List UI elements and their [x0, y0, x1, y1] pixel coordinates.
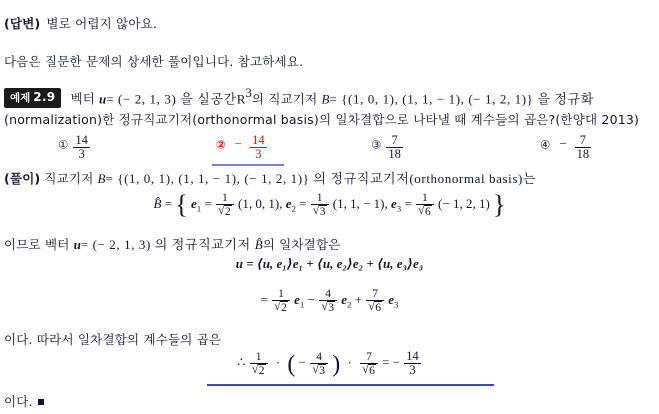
choice-marker-selected: ②	[216, 137, 226, 152]
choice-option-3[interactable]	[371, 134, 404, 161]
e1-vector: (1, 0, 1),	[238, 196, 283, 212]
fraction-denominator: √ 6	[416, 204, 434, 218]
fraction-numerator: 14	[406, 349, 419, 363]
therefore-symbol: ∴	[237, 354, 246, 370]
result-sign: −	[392, 354, 400, 370]
choice-row	[0, 132, 659, 166]
real-space-exponent: 3	[245, 85, 252, 100]
fraction-denominator: √ 6	[366, 300, 384, 314]
solution-line-1-b: = {(1, 0, 1), (1, 1, − 1), (− 1, 2, 1)} 의 정규직교기저(orthonormal basis)는	[105, 171, 537, 186]
fraction-denominator: 18	[576, 147, 590, 162]
choice-fraction	[575, 134, 592, 161]
sqrt-radicand: 2	[258, 364, 265, 377]
choice-fraction	[250, 134, 267, 161]
fraction-numerator: 7	[391, 133, 398, 147]
solution-line-2-b: = (− 2, 1, 3) 의 정규직교기저	[80, 237, 251, 252]
basis-B-symbol: B	[321, 91, 330, 107]
fraction-denominator: 3	[250, 147, 267, 161]
vector-u-symbol: u	[73, 237, 81, 252]
solution-tag: (풀이)	[4, 171, 41, 186]
fraction-numerator: 4	[325, 288, 331, 300]
b-hat-symbol: B̂	[153, 196, 162, 212]
final-factor-3	[360, 351, 378, 377]
e2-subscript: 2	[291, 203, 296, 214]
final-product-equation	[0, 350, 659, 377]
e3-subscript: 3	[394, 299, 399, 310]
fraction-numerator: 4	[316, 350, 322, 363]
e3-subscript: 3	[396, 203, 402, 214]
e1-subscript: 1	[196, 203, 202, 214]
right-paren: )	[332, 351, 341, 378]
example-badge-label: 예제	[10, 92, 31, 105]
sqrt-radicand: 6	[375, 302, 381, 315]
solution-line-2	[4, 234, 341, 254]
multiply-dot: ·	[275, 354, 281, 370]
b-hat-symbol: B̂	[254, 237, 263, 252]
e3-symbol: e	[388, 292, 395, 308]
choice-minus-sign: −	[559, 136, 567, 152]
choice-option-1[interactable]	[58, 134, 91, 161]
sqrt-radicand: 2	[225, 206, 231, 219]
final-equation-underline	[207, 384, 494, 386]
answer-tag: (답변)	[4, 16, 41, 31]
fraction-denominator: 3	[404, 363, 421, 377]
e2-symbol: e	[285, 196, 292, 212]
real-space-symbol: R	[236, 91, 246, 107]
fraction-denominator: √ 2	[272, 300, 290, 314]
coefficient-equation	[0, 288, 659, 314]
basis-B-symbol: B	[97, 171, 106, 186]
sqrt-radicand: 3	[328, 302, 334, 315]
example-line-1-b: = (− 2, 1, 3) 을 실공간	[106, 91, 237, 107]
coefficient-fraction-e2	[311, 192, 329, 218]
equals-sign: =	[164, 196, 172, 212]
fraction-numerator: 1	[255, 350, 262, 363]
choice-minus-sign: −	[234, 136, 243, 152]
example-badge	[4, 88, 61, 108]
equals-sign: =	[204, 196, 212, 212]
fraction-denominator: 3	[73, 147, 90, 161]
e2-vector: (1, 1, − 1),	[332, 196, 388, 212]
solution-line-3: 이다. 따라서 일차결합의 계수들의 곱은	[4, 332, 222, 347]
e1-symbol: e	[294, 292, 300, 308]
equals-sign: =	[299, 196, 307, 212]
solution-line-2-a: 이므로 벡터	[4, 237, 70, 252]
e2-symbol: e	[341, 292, 347, 308]
fraction-numerator: 7	[372, 288, 378, 300]
e3-vector: (− 1, 2, 1)	[438, 196, 490, 212]
fraction-denominator: √ 3	[319, 300, 337, 314]
e1-subscript: 1	[299, 299, 305, 310]
choice-marker: ①	[58, 137, 69, 152]
fraction-numerator: 1	[278, 288, 284, 300]
negative-sign: −	[298, 354, 306, 370]
choice-marker: ③	[371, 137, 382, 152]
end-text: 이다.	[4, 394, 33, 409]
solution-line-1-a: 직교기저	[44, 171, 94, 186]
fraction-numerator: 1	[422, 192, 428, 204]
example-line-2: (normalization)한 정규직교기저(orthonormal basis)의 일차결합으로 나타낼 때 계수들의 곱은?(한양대 2013)	[4, 112, 640, 127]
fraction-denominator: √ 3	[311, 204, 329, 218]
example-badge-number: 2.9	[33, 90, 56, 105]
choice-fraction	[386, 134, 403, 161]
choice-marker: ④	[540, 137, 551, 152]
inner-product-expansion-equation: u = ⟨u, e₁⟩e₁ + ⟨u, e₂⟩e₂ + ⟨u, e₃⟩e₃	[235, 256, 424, 271]
equals-sign: =	[382, 354, 390, 370]
equals-sign: =	[260, 292, 268, 308]
example-line-1-a: 벡터	[70, 91, 96, 107]
answer-text: 별로 어렵지 않아요.	[46, 16, 158, 31]
fraction-numerator: 1	[222, 192, 228, 204]
answer-line	[4, 14, 157, 32]
choice-option-2[interactable]	[216, 134, 268, 161]
final-factor-2	[310, 351, 328, 377]
coefficient-fraction-e1	[216, 192, 234, 218]
solution-line-2-c: 의 일차결합은	[262, 237, 341, 252]
example-line-1	[4, 85, 594, 108]
right-brace: }	[493, 190, 506, 220]
choice-option-4[interactable]	[540, 134, 592, 161]
orthonormal-basis-equation	[0, 192, 659, 218]
end-of-proof-square-icon	[38, 399, 44, 405]
sqrt-radicand: 6	[369, 364, 375, 377]
sqrt-radicand: 6	[425, 206, 431, 219]
choice-fraction	[73, 134, 90, 161]
multiply-dot: ·	[347, 354, 352, 370]
fraction-numerator: 14	[252, 133, 265, 147]
example-line-1-d: = {(1, 0, 1), (1, 1, − 1), (− 1, 2, 1)} 을 정규화	[329, 91, 594, 107]
minus-operator: −	[307, 292, 315, 308]
e1-symbol: e	[190, 196, 197, 212]
fraction-denominator: 18	[388, 147, 401, 162]
fraction-numerator: 7	[579, 133, 587, 147]
fraction-denominator: √ 2	[216, 204, 234, 218]
left-brace: {	[175, 190, 188, 220]
left-paren: (	[287, 351, 296, 378]
coefficient-fraction-e3	[416, 192, 434, 218]
e3-symbol: e	[391, 196, 397, 212]
fraction-numerator: 1	[316, 192, 323, 204]
fraction-denominator: √ 6	[360, 363, 378, 377]
intro-line: 다음은 질문한 문제의 상세한 풀이입니다. 참고하세요.	[4, 54, 304, 69]
equals-sign: =	[404, 196, 412, 212]
e2-subscript: 2	[346, 299, 352, 310]
vector-u-symbol: u	[99, 91, 107, 107]
fraction-denominator: √ 3	[310, 363, 328, 377]
solution-line-1	[4, 168, 536, 188]
solution-end-line	[4, 392, 44, 410]
result-fraction	[404, 350, 421, 377]
term1-fraction	[272, 288, 290, 314]
example-line-1-c: 의 직교기저	[251, 91, 318, 107]
fraction-numerator: 14	[75, 133, 88, 147]
plus-operator: +	[354, 292, 362, 308]
sqrt-radicand: 3	[319, 364, 325, 377]
fraction-denominator: √ 2	[250, 363, 268, 377]
sqrt-radicand: 3	[319, 206, 326, 219]
term3-fraction	[366, 288, 384, 314]
sqrt-radicand: 2	[281, 302, 287, 315]
term2-fraction	[319, 288, 337, 314]
final-factor-1	[250, 351, 268, 377]
fraction-numerator: 7	[366, 350, 372, 363]
selected-answer-underline	[212, 164, 284, 166]
